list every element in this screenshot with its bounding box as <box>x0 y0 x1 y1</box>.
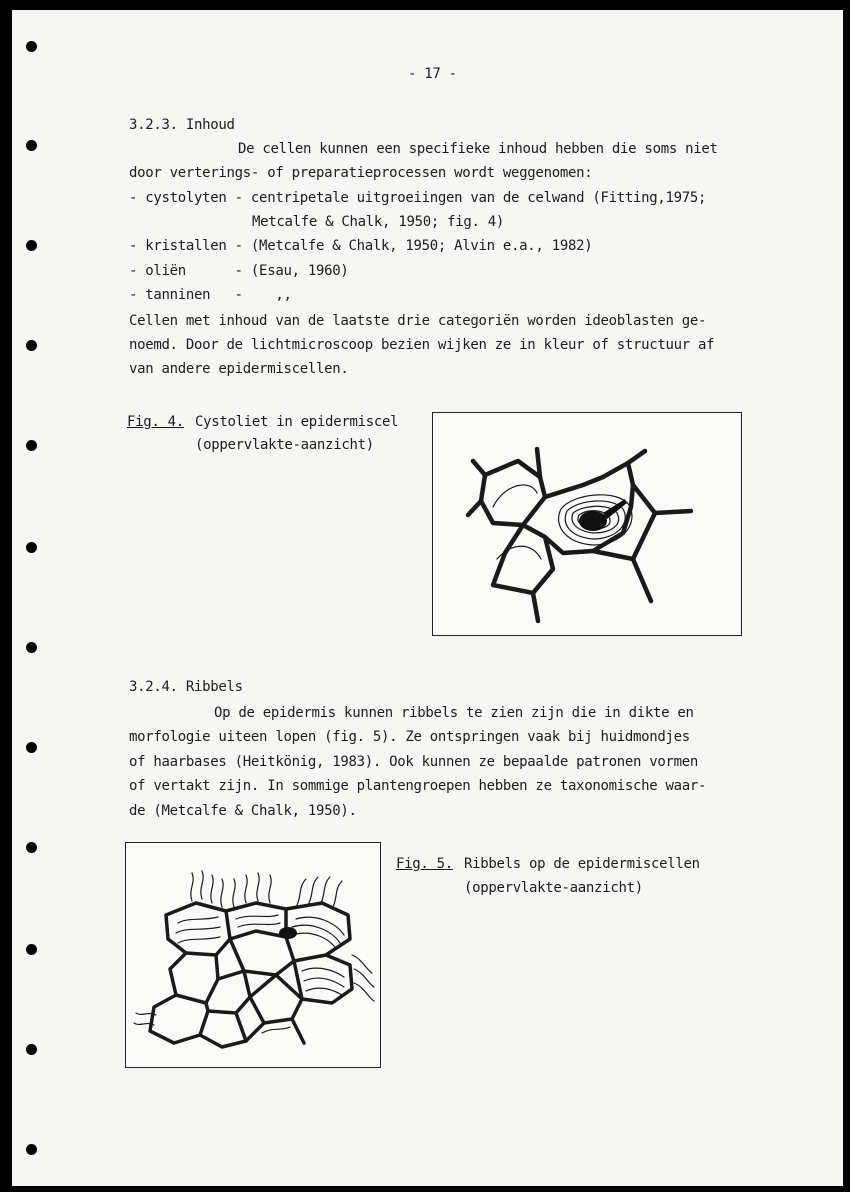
paragraph-line: Cellen met inhoud van de laatste drie categoriën worden ideoblasten ge- <box>129 313 707 329</box>
page-number: - 17 - <box>408 66 457 82</box>
figure-5-image <box>125 842 381 1068</box>
binder-hole <box>26 440 37 451</box>
figure-caption: Cystoliet in epidermiscel <box>195 414 399 430</box>
binder-hole <box>26 542 37 553</box>
binder-hole <box>26 340 37 351</box>
binder-hole <box>26 41 37 52</box>
document-page <box>12 10 843 1186</box>
figure-4-image <box>432 412 742 636</box>
figure-caption: Ribbels op de epidermiscellen <box>464 856 700 872</box>
binder-hole <box>26 642 37 653</box>
figure-caption: (oppervlakte-aanzicht) <box>464 880 643 896</box>
paragraph-line: noemd. Door de lichtmicroscoop bezien wijken ze in kleur of structuur af <box>129 337 715 353</box>
paragraph-line: de (Metcalfe & Chalk, 1950). <box>129 803 357 819</box>
list-item: - oliën - (Esau, 1960) <box>129 263 349 279</box>
list-item-continuation: Metcalfe & Chalk, 1950; fig. 4) <box>252 214 504 230</box>
binder-hole <box>26 1044 37 1055</box>
binder-hole <box>26 1144 37 1155</box>
paragraph-line: of haarbases (Heitkönig, 1983). Ook kunnen ze bepaalde patronen vormen <box>129 754 699 770</box>
figure-caption: (oppervlakte-aanzicht) <box>195 437 374 453</box>
binder-hole <box>26 742 37 753</box>
paragraph-line: van andere epidermiscellen. <box>129 361 349 377</box>
figure-label: Fig. 4. <box>127 414 184 430</box>
binder-hole <box>26 140 37 151</box>
paragraph-line: Op de epidermis kunnen ribbels te zien zijn die in dikte en <box>214 705 694 721</box>
figure-label: Fig. 5. <box>396 856 453 872</box>
paragraph-line: of vertakt zijn. In sommige plantengroepen hebben ze taxonomische waar- <box>129 778 707 794</box>
binder-hole <box>26 240 37 251</box>
list-item: - tanninen - ,, <box>129 287 292 303</box>
binder-hole <box>26 842 37 853</box>
section-heading: 3.2.3. Inhoud <box>129 117 235 133</box>
list-item: - cystolyten - centripetale uitgroeiingen van de celwand (Fitting,1975; <box>129 190 707 206</box>
paragraph-line: morfologie uiteen lopen (fig. 5). Ze ontspringen vaak bij huidmondjes <box>129 729 690 745</box>
paragraph-line: door verterings- of preparatieprocessen wordt weggenomen: <box>129 165 593 181</box>
section-heading: 3.2.4. Ribbels <box>129 679 243 695</box>
paragraph-line: De cellen kunnen een specifieke inhoud hebben die soms niet <box>238 141 718 157</box>
list-item: - kristallen - (Metcalfe & Chalk, 1950; Alvin e.a., 1982) <box>129 238 593 254</box>
binder-hole <box>26 944 37 955</box>
